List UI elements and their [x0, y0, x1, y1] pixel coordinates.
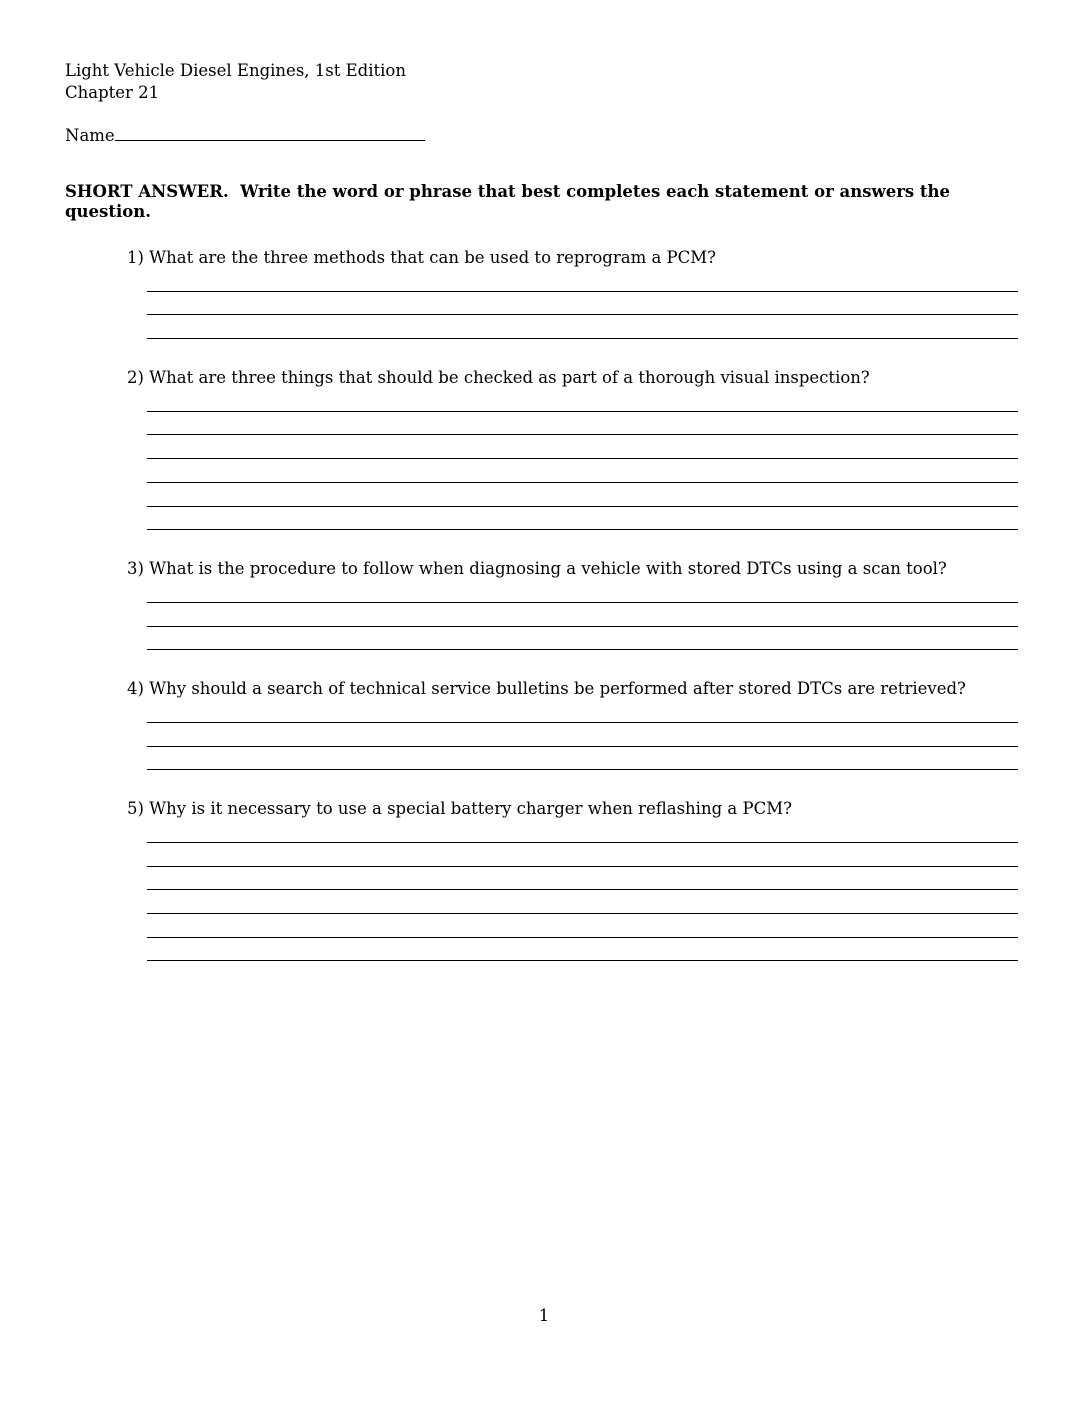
name-blank-line[interactable] — [115, 124, 425, 141]
answer-blank-line[interactable] — [147, 579, 1018, 603]
answer-lines — [147, 699, 1018, 770]
answer-blank-line[interactable] — [147, 843, 1018, 867]
answer-blank-line[interactable] — [147, 627, 1018, 651]
document-header — [65, 60, 1088, 104]
document-chapter: Chapter 21 — [65, 83, 160, 102]
answer-blank-line[interactable] — [147, 747, 1018, 771]
question-block-5 — [0, 799, 1088, 961]
question-block-4 — [0, 679, 1088, 770]
answer-blank-line[interactable] — [147, 388, 1018, 412]
question-text: 1) What are the three methods that can be used to reprogram a PCM? — [127, 248, 717, 267]
answer-blank-line[interactable] — [147, 412, 1018, 436]
question-text: 4) Why should a search of technical service bulletins be performed after stored DTCs are retrieved? — [127, 679, 966, 699]
question-text: 3) What is the procedure to follow when diagnosing a vehicle with stored DTCs using a scan tool? — [127, 559, 947, 579]
answer-blank-line[interactable] — [147, 459, 1018, 483]
answer-blank-line[interactable] — [147, 914, 1018, 938]
answer-blank-line[interactable] — [147, 507, 1018, 531]
page-number: 1 — [538, 1306, 550, 1325]
answer-blank-line[interactable] — [147, 890, 1018, 914]
question-block-3 — [0, 559, 1088, 650]
answer-lines — [147, 268, 1018, 339]
question-block-2 — [0, 368, 1088, 530]
name-label: Name — [65, 126, 115, 145]
answer-blank-line[interactable] — [147, 435, 1018, 459]
answer-lines — [147, 388, 1018, 530]
answer-blank-line[interactable] — [147, 723, 1018, 747]
document-title: Light Vehicle Diesel Engines, 1st Edition — [65, 61, 406, 80]
answer-blank-line[interactable] — [147, 603, 1018, 627]
question-block-1 — [0, 248, 1088, 339]
answer-blank-line[interactable] — [147, 938, 1018, 962]
answer-blank-line[interactable] — [147, 292, 1018, 316]
question-text: 2) What are three things that should be checked as part of a thorough visual inspection? — [127, 368, 870, 388]
answer-lines — [147, 579, 1018, 650]
question-text: 5) Why is it necessary to use a special battery charger when reflashing a PCM? — [127, 799, 792, 819]
section-heading: SHORT ANSWER. Write the word or phrase that best completes each statement or answers the question. — [65, 182, 956, 221]
answer-blank-line[interactable] — [147, 867, 1018, 891]
name-field-row — [65, 124, 1088, 148]
answer-blank-line[interactable] — [147, 699, 1018, 723]
answer-blank-line[interactable] — [147, 268, 1018, 292]
questions — [0, 248, 1088, 961]
answer-lines — [147, 819, 1018, 961]
answer-blank-line[interactable] — [147, 315, 1018, 339]
answer-blank-line[interactable] — [147, 819, 1018, 843]
answer-blank-line[interactable] — [147, 483, 1018, 507]
